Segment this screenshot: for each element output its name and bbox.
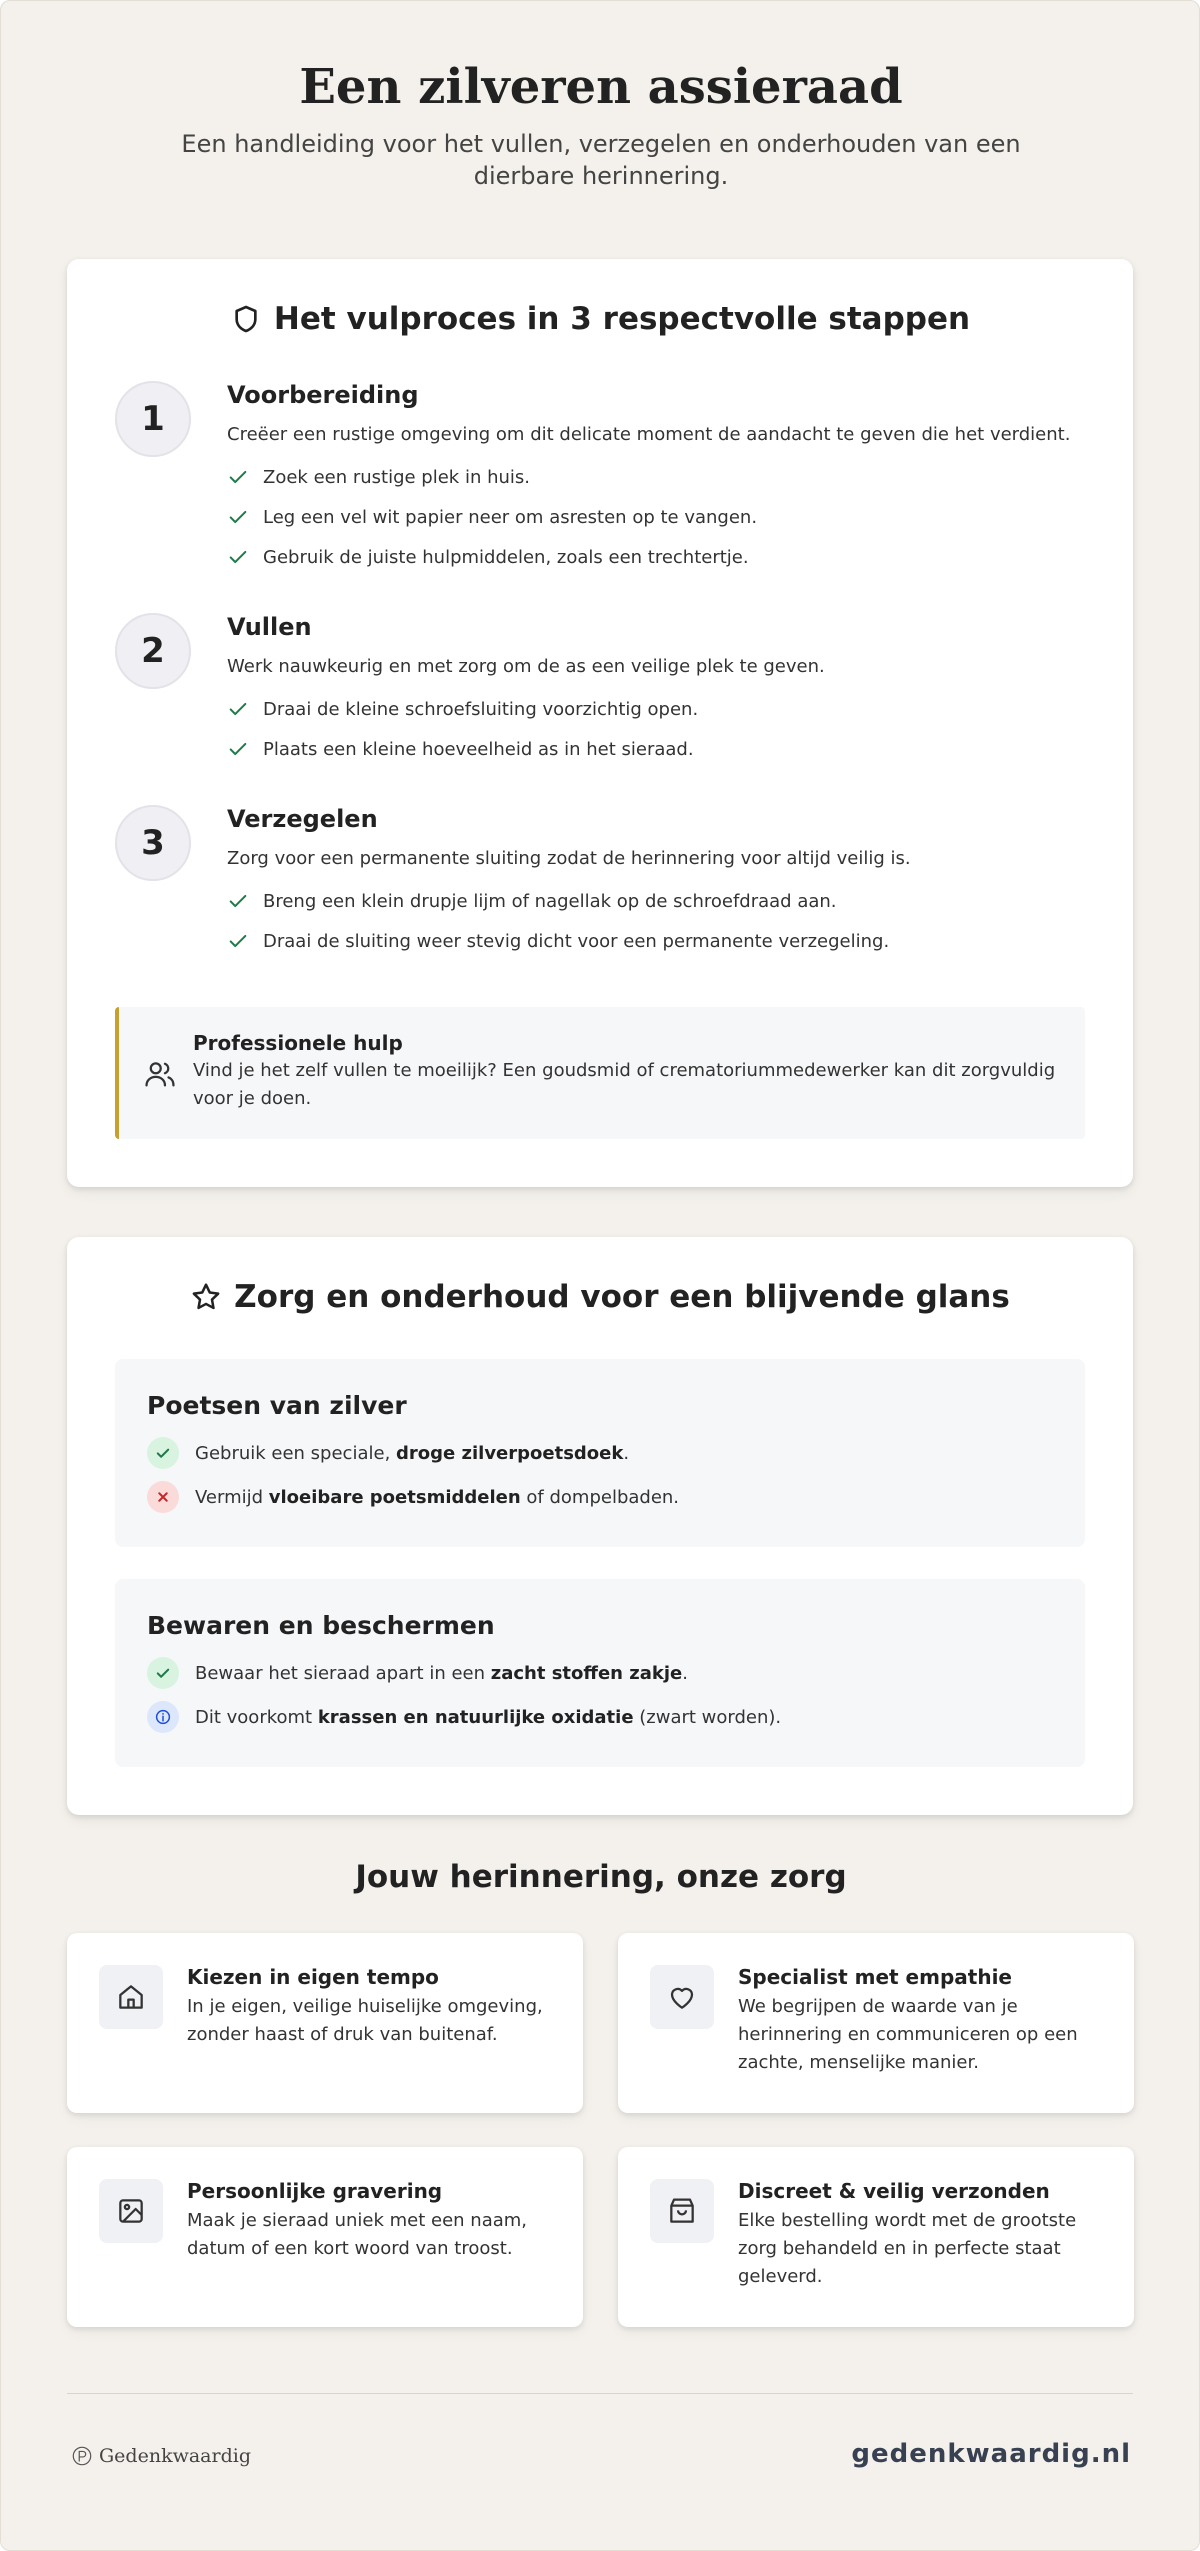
check-badge-icon xyxy=(147,1437,179,1469)
star-icon xyxy=(190,1281,222,1313)
process-heading xyxy=(67,301,1133,337)
users-icon xyxy=(143,1057,177,1091)
feature-card-own-pace xyxy=(67,1933,583,2113)
storage-box xyxy=(115,1579,1085,1767)
feature-title: Persoonlijke gravering xyxy=(187,2179,443,2203)
feature-text: We begrijpen de waarde van je herinnering en communiceren op een zachte, menselijke manier. xyxy=(738,1996,1078,2073)
step-number: 1 xyxy=(115,381,191,457)
feature-title: Discreet & veilig verzonden xyxy=(738,2179,1050,2203)
feature-title: Kiezen in eigen tempo xyxy=(187,1965,439,1989)
footer-website-link[interactable]: gedenkwaardig.nl xyxy=(851,2439,1131,2469)
heart-icon xyxy=(650,1965,714,2029)
feature-text: In je eigen, veilige huiselijke omgeving, zonder haast of druk van buitenaf. xyxy=(187,1996,543,2045)
step-number: 3 xyxy=(115,805,191,881)
check-badge-icon xyxy=(147,1657,179,1689)
feature-card-shipping xyxy=(618,2147,1134,2327)
storage-do-item: Bewaar het sieraad apart in een zacht stoffen zakje. xyxy=(147,1657,688,1689)
page-subtitle: Een handleiding voor het vullen, verzegelen en onderhouden van een dierbare herinnering. xyxy=(181,130,1021,190)
storage-info-item: Dit voorkomt krassen en natuurlijke oxidatie (zwart worden). xyxy=(147,1701,781,1733)
step-number: 2 xyxy=(115,613,191,689)
process-title: Het vulproces in 3 respectvolle stappen xyxy=(273,301,971,337)
step-title: Voorbereiding xyxy=(227,381,419,409)
features-title: Jouw herinnering, onze zorg xyxy=(355,1859,847,1895)
list-item: Breng een klein drupje lijm of nagellak op de schroefdraad aan. xyxy=(227,881,1107,921)
check-icon xyxy=(227,738,249,760)
logo-icon xyxy=(71,2445,93,2467)
step-checklist xyxy=(227,457,1107,577)
step-title: Vullen xyxy=(227,613,312,641)
check-icon xyxy=(227,698,249,720)
step-3 xyxy=(115,805,1095,965)
step-checklist xyxy=(227,881,1107,961)
check-icon xyxy=(227,506,249,528)
step-checklist xyxy=(227,689,1107,769)
feature-card-empathy xyxy=(618,1933,1134,2113)
polish-title: Poetsen van zilver xyxy=(147,1391,407,1420)
care-heading xyxy=(67,1279,1133,1315)
polish-do-item: Gebruik een speciale, droge zilverpoetsdoek. xyxy=(147,1437,629,1469)
shield-icon xyxy=(230,303,262,335)
list-item: Gebruik de juiste hulpmiddelen, zoals een trechtertje. xyxy=(227,537,1107,577)
care-title: Zorg en onderhoud voor een blijvende glans xyxy=(234,1279,1010,1315)
storage-title: Bewaren en beschermen xyxy=(147,1611,495,1640)
step-description: Creëer een rustige omgeving om dit delicate moment de aandacht te geven die het verdient. xyxy=(227,424,1071,445)
feature-text: Elke bestelling wordt met de grootste zorg behandeld en in perfecte staat geleverd. xyxy=(738,2210,1077,2287)
callout-text: Vind je het zelf vullen te moeilijk? Een goudsmid of crematoriummedewerker kan dit zorgvuldig voor je doen. xyxy=(193,1060,1056,1109)
step-1 xyxy=(115,381,1095,581)
callout-title: Professionele hulp xyxy=(193,1031,403,1055)
home-icon xyxy=(99,1965,163,2029)
step-title: Verzegelen xyxy=(227,805,378,833)
care-card xyxy=(67,1237,1133,1815)
polish-box xyxy=(115,1359,1085,1547)
footer-logo[interactable] xyxy=(71,2445,251,2467)
polish-dont-item: Vermijd vloeibare poetsmiddelen of dompelbaden. xyxy=(147,1481,679,1513)
info-badge-icon xyxy=(147,1701,179,1733)
list-item: Draai de kleine schroefsluiting voorzichtig open. xyxy=(227,689,1107,729)
process-card xyxy=(67,259,1133,1187)
check-icon xyxy=(227,546,249,568)
check-icon xyxy=(227,466,249,488)
list-item: Zoek een rustige plek in huis. xyxy=(227,457,1107,497)
feature-text: Maak je sieraad uniek met een naam, datum of een kort woord van troost. xyxy=(187,2210,528,2259)
feature-title: Specialist met empathie xyxy=(738,1965,1012,1989)
step-description: Werk nauwkeurig en met zorg om de as een veilige plek te geven. xyxy=(227,656,825,677)
professional-help-callout xyxy=(115,1007,1085,1139)
check-icon xyxy=(227,930,249,952)
logo-text: Gedenkwaardig xyxy=(99,2445,251,2467)
list-item: Draai de sluiting weer stevig dicht voor een permanente verzegeling. xyxy=(227,921,1107,961)
image-icon xyxy=(99,2179,163,2243)
footer-divider xyxy=(67,2393,1133,2394)
feature-card-engraving xyxy=(67,2147,583,2327)
list-item: Leg een vel wit papier neer om asresten op te vangen. xyxy=(227,497,1107,537)
list-item: Plaats een kleine hoeveelheid as in het sieraad. xyxy=(227,729,1107,769)
check-icon xyxy=(227,890,249,912)
shopping-bag-icon xyxy=(650,2179,714,2243)
cross-badge-icon xyxy=(147,1481,179,1513)
step-description: Zorg voor een permanente sluiting zodat de herinnering voor altijd veilig is. xyxy=(227,848,911,869)
page-title: Een zilveren assieraad xyxy=(299,59,903,115)
step-2 xyxy=(115,613,1095,773)
